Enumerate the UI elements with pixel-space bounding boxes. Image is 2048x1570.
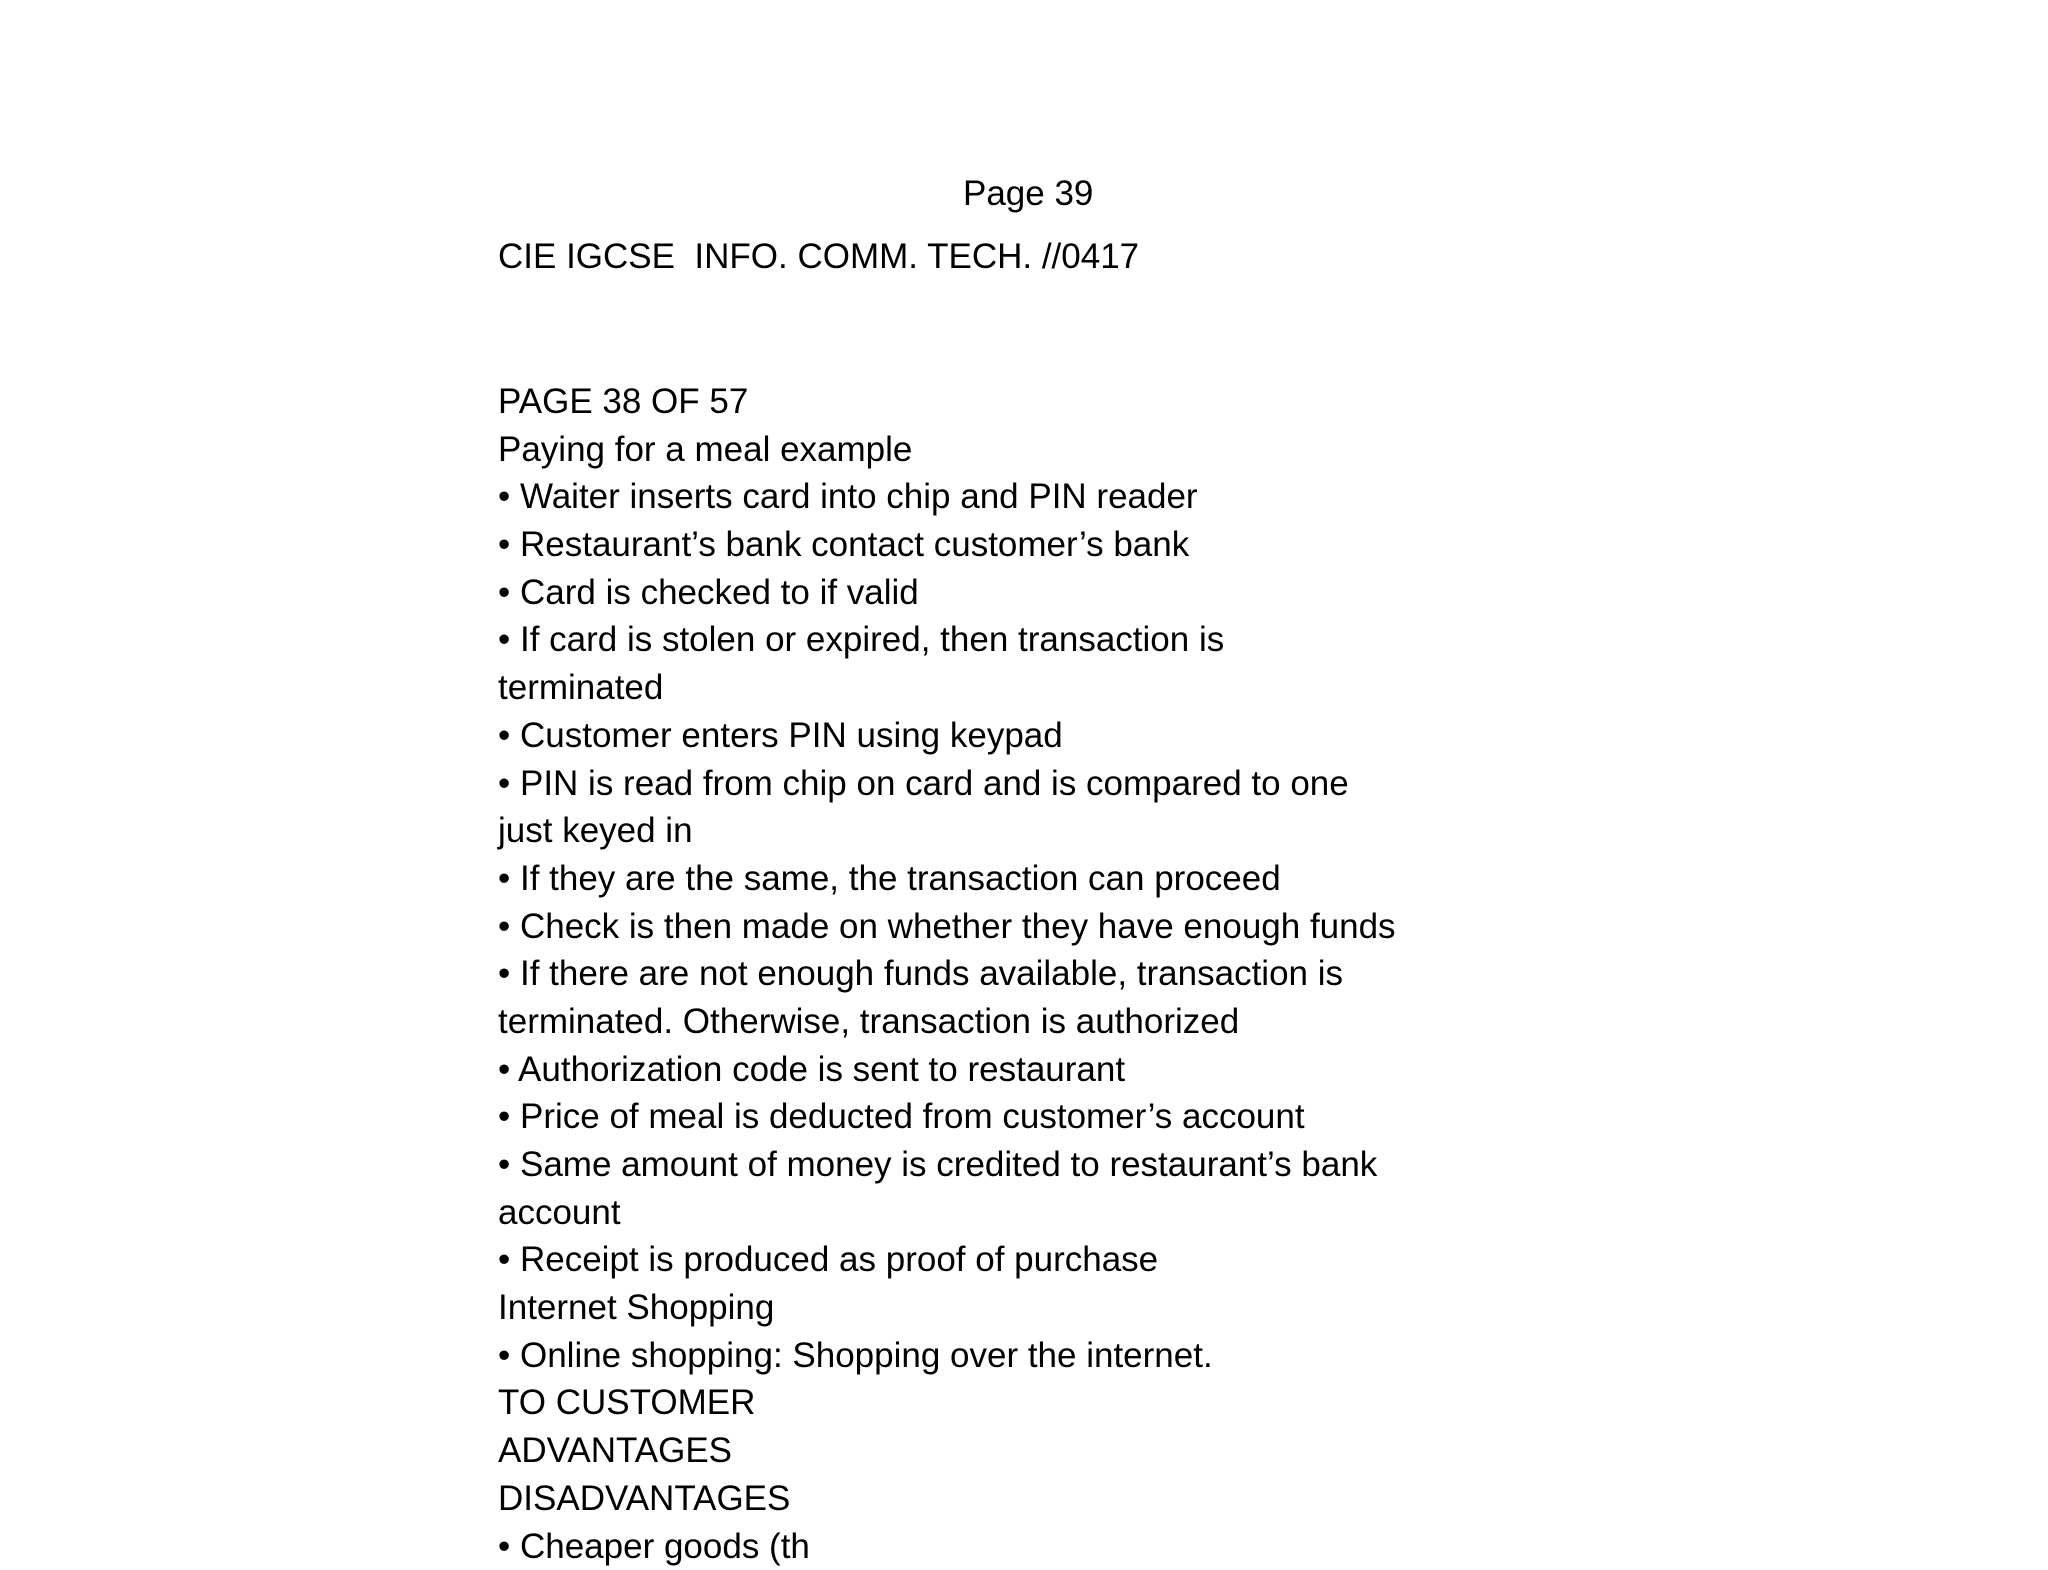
section-heading-internet-shopping: Internet Shopping	[498, 1288, 775, 1328]
course-header: CIE IGCSE INFO. COMM. TECH. //0417	[498, 237, 1140, 276]
bullet-line: • If they are the same, the transaction can proceed	[498, 858, 1281, 898]
subheading-disadvantages: DISADVANTAGES	[498, 1478, 791, 1518]
subheading-advantages: ADVANTAGES	[498, 1431, 733, 1471]
bullet-line: • Card is checked to if valid	[498, 572, 919, 612]
bullet-line-cutoff: • Cheaper goods (th	[498, 1526, 810, 1566]
bullet-line: • If there are not enough funds available, transaction is	[498, 954, 1344, 994]
section-heading-meal-example: Paying for a meal example	[498, 429, 913, 469]
bullet-continuation-line: account	[498, 1192, 621, 1232]
bullet-line: • Online shopping: Shopping over the internet.	[498, 1335, 1213, 1375]
bullet-continuation-line: terminated. Otherwise, transaction is authorized	[498, 1001, 1240, 1041]
bullet-line: • Restaurant’s bank contact customer’s bank	[498, 525, 1190, 565]
page-number-label: Page 39	[963, 174, 1094, 213]
bullet-line: • Check is then made on whether they have enough funds	[498, 906, 1396, 946]
bullet-continuation-line: just keyed in	[498, 811, 693, 851]
bullet-line: • Customer enters PIN using keypad	[498, 715, 1063, 755]
document-body	[498, 378, 1498, 1566]
bullet-continuation-line: terminated	[498, 668, 664, 708]
bullet-line: • Authorization code is sent to restaurant	[498, 1049, 1126, 1089]
subheading-to-customer: TO CUSTOMER	[498, 1383, 756, 1423]
bullet-line: • PIN is read from chip on card and is compared to one	[498, 763, 1349, 803]
page-count-line: PAGE 38 OF 57	[498, 382, 749, 421]
bullet-line: • Receipt is produced as proof of purchase	[498, 1240, 1159, 1280]
bullet-line: • If card is stolen or expired, then transaction is	[498, 620, 1225, 660]
bullet-line: • Waiter inserts card into chip and PIN reader	[498, 477, 1198, 517]
bullet-line: • Same amount of money is credited to restaurant’s bank	[498, 1145, 1378, 1184]
bullet-line: • Price of meal is deducted from customer’s account	[498, 1097, 1305, 1137]
